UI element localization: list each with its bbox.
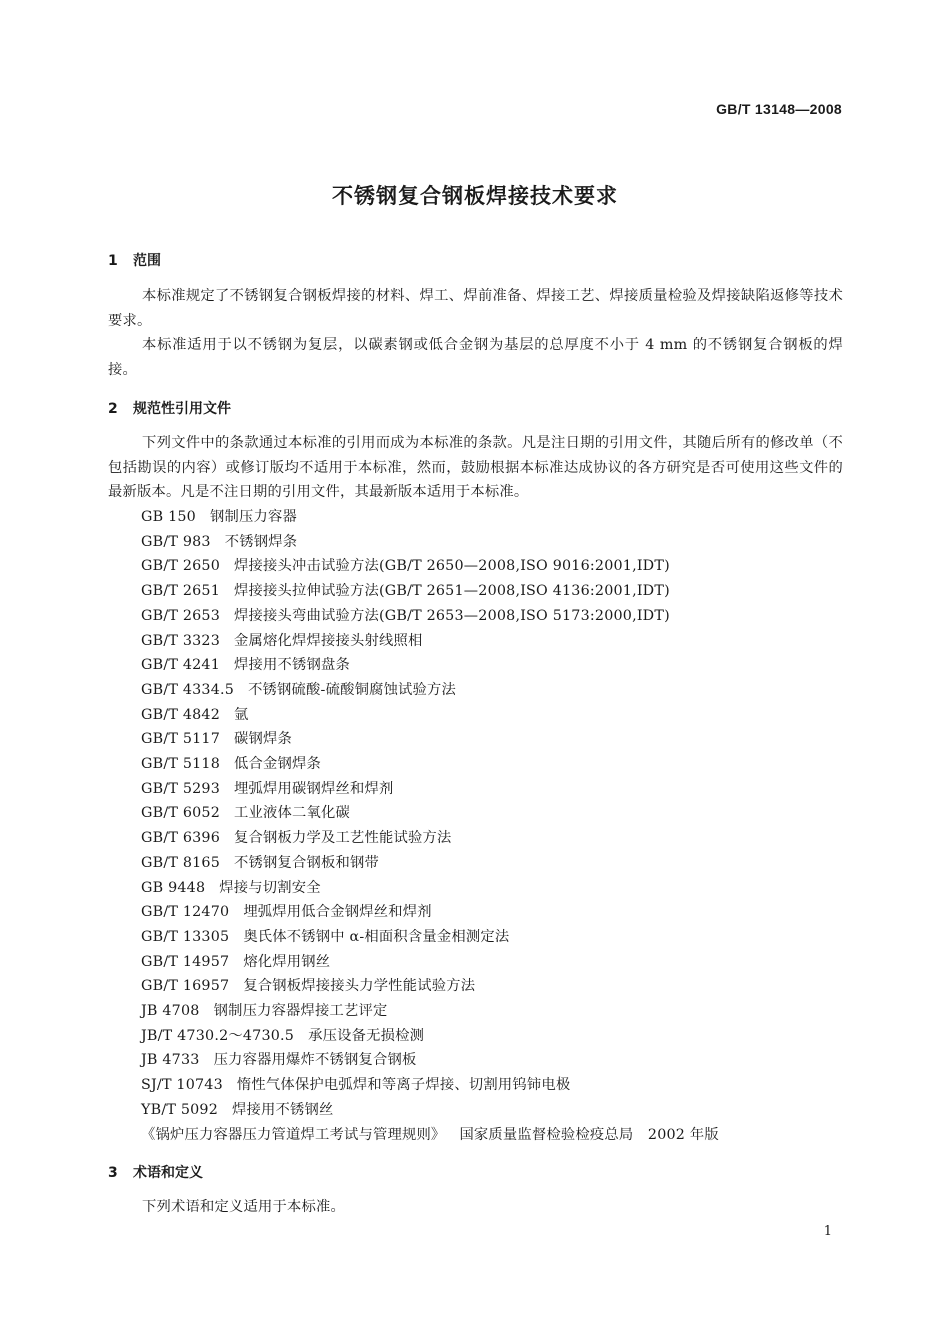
- reference-title: 焊接接头拉伸试验方法(GB/T 2651—2008,ISO 4136:2001,IDT): [234, 583, 670, 600]
- reference-title: 焊接接头冲击试验方法(GB/T 2650—2008,ISO 9016:2001,IDT): [234, 558, 670, 575]
- section-title: 规范性引用文件: [133, 401, 231, 417]
- reference-item: [141, 678, 719, 703]
- reference-item: [141, 801, 719, 826]
- reference-title: 奥氏体不锈钢中 α-相面积含量金相测定法: [243, 928, 510, 945]
- reference-item: [141, 727, 719, 752]
- reference-code: YB/T 5092: [141, 1101, 219, 1118]
- reference-code: GB/T 5118: [141, 756, 221, 773]
- reference-item: [141, 752, 719, 777]
- reference-list: [141, 505, 719, 1147]
- reference-code: GB/T 2651: [141, 583, 221, 600]
- document-title: 不锈钢复合钢板焊接技术要求: [332, 184, 618, 208]
- reference-item: [141, 554, 719, 579]
- reference-code: JB 4708: [141, 1003, 200, 1020]
- section-heading-scope: [108, 250, 161, 270]
- reference-code: GB/T 16957: [141, 978, 230, 995]
- reference-title: 钢制压力容器焊接工艺评定: [213, 1003, 388, 1020]
- reference-title: 熔化焊用钢丝: [243, 953, 331, 970]
- reference-code: GB/T 2650: [141, 558, 221, 575]
- paragraph: 下列文件中的条款通过本标准的引用而成为本标准的条款。凡是注日期的引用文件，其随后所有的修改单（不包括勘误的内容）或修订版均不适用于本标准，然而，鼓励根据本标准达成协议的各方研究是否可使用这些文件的最新版本。凡是不注日期的引用文件，其最新版本适用于本标准。: [108, 435, 843, 500]
- reference-item: [141, 999, 719, 1024]
- reference-code: GB/T 5293: [141, 780, 221, 797]
- reference-code: GB 9448: [141, 879, 206, 896]
- paragraph: 本标准规定了不锈钢复合钢板焊接的材料、焊工、焊前准备、焊接工艺、焊接质量检验及焊接缺陷返修等技术要求。: [108, 288, 843, 329]
- reference-title: 焊接与切割安全: [219, 879, 321, 896]
- reference-title: 焊接接头弯曲试验方法(GB/T 2653—2008,ISO 5173:2000,IDT): [234, 607, 670, 624]
- reference-title: 埋弧焊用低合金钢焊丝和焊剂: [243, 904, 432, 921]
- reference-code: JB 4733: [141, 1052, 200, 1069]
- reference-code: GB/T 4334.5: [141, 681, 235, 698]
- reference-title: 埋弧焊用碳钢焊丝和焊剂: [234, 780, 394, 797]
- reference-title: 低合金钢焊条: [234, 756, 321, 773]
- reference-item: [141, 851, 719, 876]
- reference-code: JB/T 4730.2～4730.5: [141, 1027, 295, 1044]
- reference-item: [141, 925, 719, 950]
- reference-title: 钢制压力容器: [209, 509, 297, 525]
- reference-code: 《锅炉压力容器压力管道焊工考试与管理规则》: [141, 1126, 446, 1143]
- reference-code: GB/T 5117: [141, 731, 221, 748]
- page-number: 1: [823, 1224, 832, 1239]
- reference-code: GB/T 4241: [141, 657, 221, 674]
- reference-item: [141, 579, 719, 604]
- section-title: 范围: [133, 253, 161, 269]
- reference-code: GB/T 3323: [141, 632, 221, 649]
- section-number: 3: [108, 1165, 118, 1181]
- reference-item: [141, 900, 719, 925]
- reference-title: 承压设备无损检测: [308, 1027, 425, 1044]
- reference-title: 不锈钢复合钢板和钢带: [234, 854, 379, 871]
- reference-code: GB/T 8165: [141, 854, 221, 871]
- reference-code: SJ/T 10743: [141, 1077, 223, 1094]
- reference-title: 不锈钢焊条: [224, 533, 298, 550]
- reference-title: 惰性气体保护电弧焊和等离子焊接、切割用钨铈电极: [236, 1077, 571, 1094]
- reference-title: 不锈钢硫酸-硫酸铜腐蚀试验方法: [248, 681, 457, 698]
- reference-title: 焊接用不锈钢丝: [232, 1101, 334, 1118]
- reference-title: 氩: [234, 706, 249, 723]
- reference-item: [141, 777, 719, 802]
- reference-code: GB/T 14957: [141, 953, 230, 970]
- reference-item: [141, 604, 719, 629]
- reference-item: [141, 950, 719, 975]
- paragraph: 下列术语和定义适用于本标准。: [142, 1199, 345, 1215]
- reference-title: 压力容器用爆炸不锈钢复合钢板: [213, 1052, 417, 1069]
- reference-code: GB/T 12470: [141, 904, 230, 921]
- section-number: 1: [108, 253, 118, 269]
- reference-title: 工业液体二氧化碳: [234, 805, 350, 822]
- reference-item: [141, 530, 719, 555]
- reference-item: [141, 629, 719, 654]
- reference-code: GB/T 13305: [141, 928, 230, 945]
- reference-title: 焊接用不锈钢盘条: [234, 657, 350, 674]
- section-number: 2: [108, 401, 118, 417]
- reference-code: GB/T 6396: [141, 830, 221, 847]
- reference-item: [141, 974, 719, 999]
- reference-item: [141, 505, 719, 530]
- reference-code: GB/T 6052: [141, 805, 221, 822]
- section-title: 术语和定义: [133, 1165, 203, 1181]
- reference-title: 国家质量监督检验检疫总局 2002 年版: [459, 1126, 719, 1143]
- reference-item: [141, 703, 719, 728]
- reference-code: GB/T 4842: [141, 706, 221, 723]
- reference-title: 复合钢板焊接接头力学性能试验方法: [243, 978, 476, 995]
- section-heading-normative-references: [108, 398, 231, 418]
- reference-item: [141, 826, 719, 851]
- reference-code: GB 150: [141, 509, 196, 525]
- reference-title: 碳钢焊条: [234, 731, 293, 748]
- reference-title: 金属熔化焊焊接接头射线照相: [234, 632, 423, 649]
- paragraph: 本标准适用于以不锈钢为复层，以碳素钢或低合金钢为基层的总厚度不小于 4 mm 的不锈钢复合钢板的焊接。: [108, 337, 843, 378]
- section-heading-terms-definitions: [108, 1162, 203, 1182]
- reference-item: [141, 653, 719, 678]
- reference-item: [141, 1123, 719, 1148]
- standard-number: GB/T 13148—2008: [716, 101, 842, 117]
- reference-title: 复合钢板力学及工艺性能试验方法: [234, 830, 452, 847]
- reference-item: [141, 1098, 719, 1123]
- reference-item: [141, 1073, 719, 1098]
- reference-item: [141, 1024, 719, 1049]
- reference-item: [141, 876, 719, 901]
- reference-code: GB/T 2653: [141, 607, 221, 624]
- reference-item: [141, 1048, 719, 1073]
- reference-code: GB/T 983: [141, 533, 211, 550]
